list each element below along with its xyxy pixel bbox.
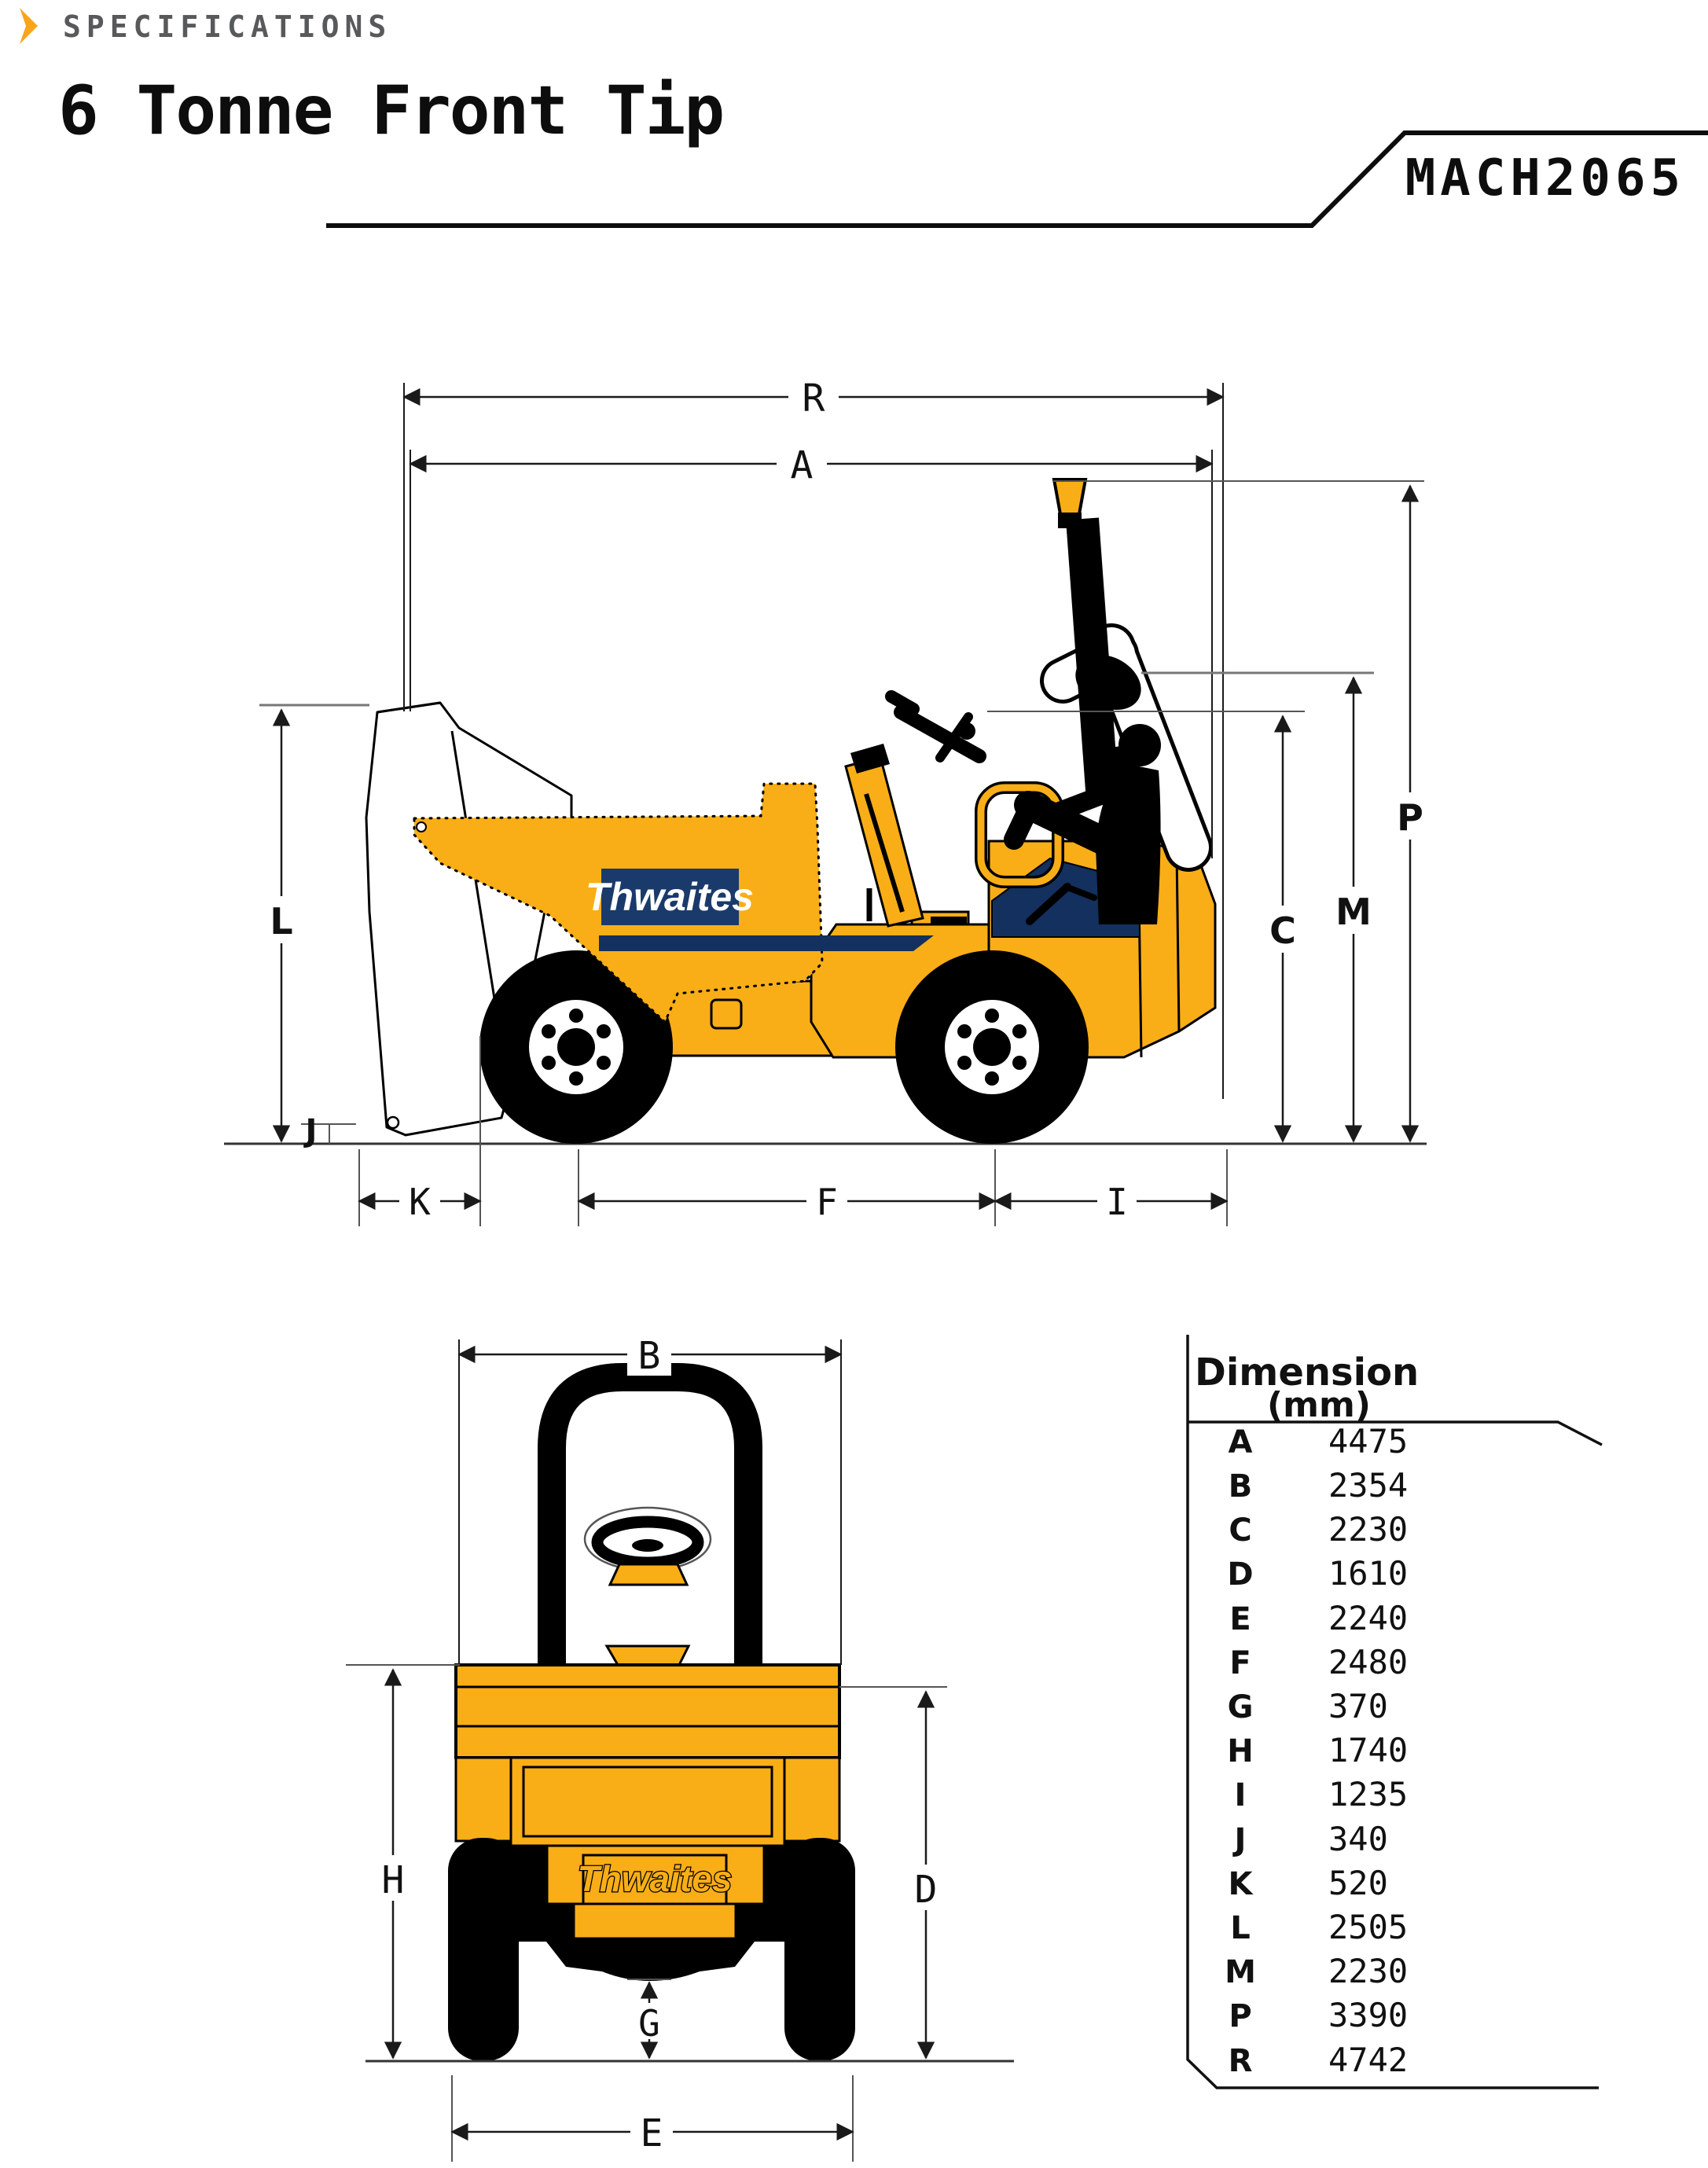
svg-text:J: J (1234, 1822, 1247, 1858)
dim-label-C: C (1269, 909, 1296, 952)
table-row (1235, 1775, 1409, 1813)
svg-text:E: E (1229, 1601, 1251, 1637)
dim-label-P: P (1397, 796, 1423, 839)
svg-text:3390: 3390 (1328, 1996, 1409, 2034)
dim-label-B: B (637, 1334, 661, 1378)
svg-text:M: M (1225, 1954, 1256, 1990)
front-view (346, 1333, 1014, 2162)
svg-text:4475: 4475 (1328, 1422, 1409, 1461)
svg-text:B: B (1228, 1468, 1253, 1505)
table-row (1229, 1643, 1408, 1681)
page-title: 6 Tonne Front Tip (58, 72, 724, 150)
table-row (1229, 1510, 1408, 1549)
dim-label-J: J (305, 1113, 318, 1149)
svg-text:2230: 2230 (1328, 1510, 1409, 1549)
svg-text:2230: 2230 (1328, 1952, 1409, 1990)
chevron-icon (20, 8, 38, 44)
table-row (1227, 1731, 1408, 1769)
svg-text:H: H (1227, 1733, 1254, 1769)
dim-label-I: I (1106, 1181, 1128, 1223)
table-row (1229, 1599, 1408, 1637)
table-row (1229, 2041, 1409, 2079)
dim-F (579, 1181, 995, 1223)
svg-text:P: P (1229, 1998, 1252, 2034)
table-row (1229, 1864, 1388, 1902)
svg-text:F: F (1229, 1645, 1251, 1681)
svg-text:2354: 2354 (1328, 1466, 1409, 1505)
front-steering-wheel (585, 1508, 711, 1585)
header (20, 8, 1708, 226)
dim-label-K: K (409, 1181, 431, 1223)
svg-text:340: 340 (1328, 1820, 1388, 1858)
svg-text:2505: 2505 (1328, 1908, 1409, 1946)
table-unit: (mm) (1267, 1385, 1371, 1425)
dim-K (359, 1181, 480, 1223)
table-row (1229, 1466, 1408, 1505)
table-rows (1225, 1422, 1408, 2079)
svg-text:370: 370 (1328, 1687, 1388, 1725)
side-view (224, 376, 1434, 1226)
table-row (1229, 1996, 1408, 2034)
beacon (1054, 480, 1085, 514)
dim-label-G: G (638, 2002, 660, 2045)
svg-text:2240: 2240 (1328, 1599, 1409, 1637)
dim-label-E: E (640, 2111, 663, 2155)
model-code: MACH2065 (1405, 149, 1685, 208)
svg-text:1235: 1235 (1328, 1775, 1409, 1813)
dimension-table (1188, 1335, 1602, 2088)
svg-text:520: 520 (1328, 1864, 1388, 1902)
dim-label-M: M (1335, 891, 1372, 933)
dim-G (627, 1979, 671, 2058)
dim-label-A: A (790, 443, 814, 487)
svg-text:G: G (1227, 1689, 1254, 1725)
svg-text:A: A (1228, 1424, 1253, 1461)
dim-label-F: F (816, 1181, 838, 1223)
front-view-wheel-right (784, 1838, 855, 2061)
svg-text:1740: 1740 (1328, 1731, 1409, 1769)
brand-name: Thwaites (586, 875, 754, 919)
svg-text:C: C (1229, 1512, 1252, 1549)
dim-H (346, 1665, 460, 2058)
table-title: Dimension (1195, 1350, 1420, 1395)
dim-L (259, 705, 369, 1141)
svg-text:1610: 1610 (1328, 1554, 1409, 1593)
table-row (1225, 1952, 1408, 1990)
svg-text:K: K (1228, 1866, 1253, 1902)
rear-wheel (895, 950, 1089, 1144)
table-row (1230, 1908, 1408, 1946)
dim-label-R: R (802, 377, 825, 421)
table-row (1229, 1422, 1409, 1461)
dim-D (839, 1687, 950, 2058)
svg-text:I: I (1234, 1777, 1247, 1813)
svg-text:2480: 2480 (1328, 1643, 1409, 1681)
dim-I (995, 1181, 1227, 1223)
eyebrow-label: SPECIFICATIONS (63, 9, 392, 44)
front-view-wheel-left (448, 1838, 519, 2061)
dim-label-D: D (914, 1868, 938, 1912)
svg-text:D: D (1227, 1556, 1254, 1593)
dim-R (404, 376, 1223, 421)
svg-text:R: R (1228, 2043, 1253, 2079)
dim-label-L: L (270, 900, 293, 943)
svg-text:4742: 4742 (1328, 2041, 1409, 2079)
brand-stripe (599, 935, 934, 951)
table-row (1232, 1820, 1388, 1858)
svg-text:L: L (1230, 1910, 1251, 1946)
dim-label-H: H (381, 1858, 405, 1902)
table-row (1227, 1554, 1408, 1593)
brand-emboss: Thwaites (577, 1858, 733, 1899)
dim-E (452, 2075, 853, 2162)
table-row (1228, 1687, 1388, 1725)
